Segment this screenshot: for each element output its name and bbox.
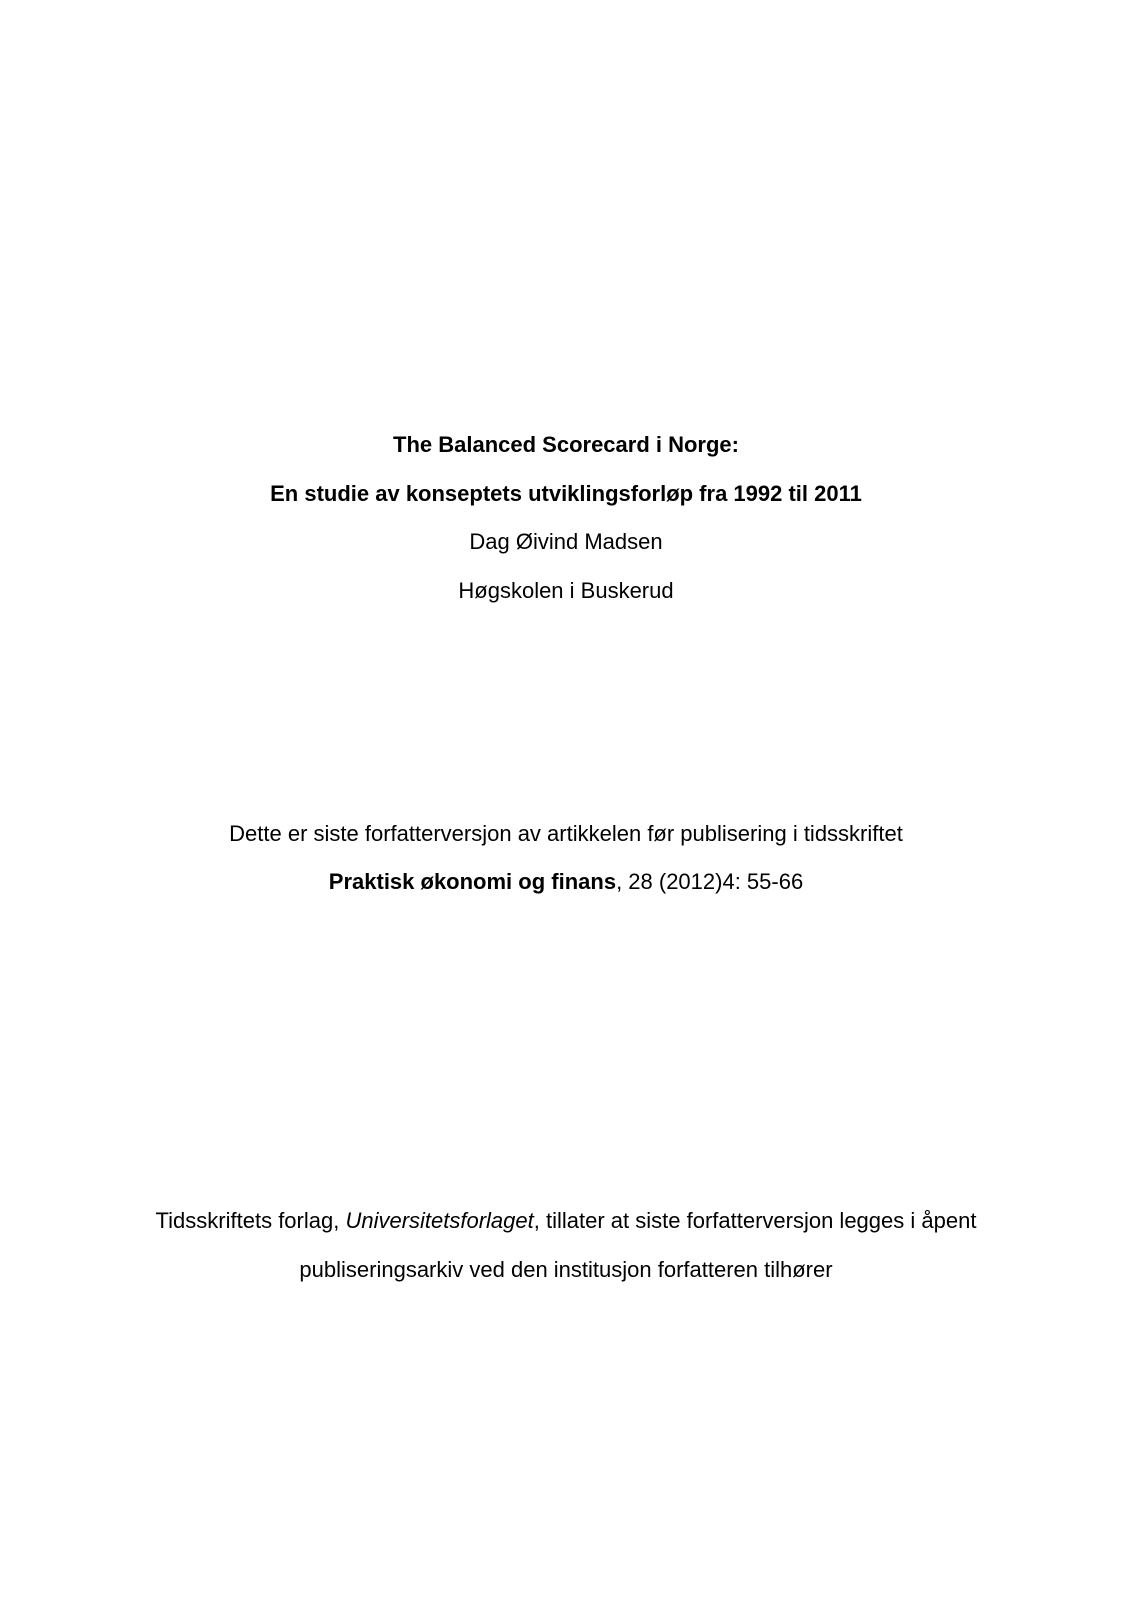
author-name: Dag Øivind Madsen (469, 529, 663, 554)
journal-citation (0, 868, 1132, 896)
publisher-name: Universitetsforlaget (345, 1208, 534, 1233)
publication-note-line: Dette er siste forfatterversjon av artikkelen før publisering i tidsskriftet (229, 821, 903, 846)
document-title: The Balanced Scorecard i Norge: (393, 432, 739, 457)
document-subtitle: En studie av konseptets utviklingsforløp fra 1992 til 2011 (270, 481, 862, 506)
permission-note-line-2: publiseringsarkiv ved den institusjon forfatteren tilhører (299, 1257, 833, 1282)
journal-details: , 28 (2012)4: 55-66 (616, 869, 804, 894)
permission-note-line-1 (0, 1207, 1132, 1235)
author-institution: Høgskolen i Buskerud (458, 578, 674, 603)
permission-prefix: Tidsskriftets forlag, (155, 1208, 346, 1233)
journal-name: Praktisk økonomi og finans (328, 869, 617, 894)
permission-suffix: , tillater at siste forfatterversjon legges i åpent (533, 1208, 977, 1233)
